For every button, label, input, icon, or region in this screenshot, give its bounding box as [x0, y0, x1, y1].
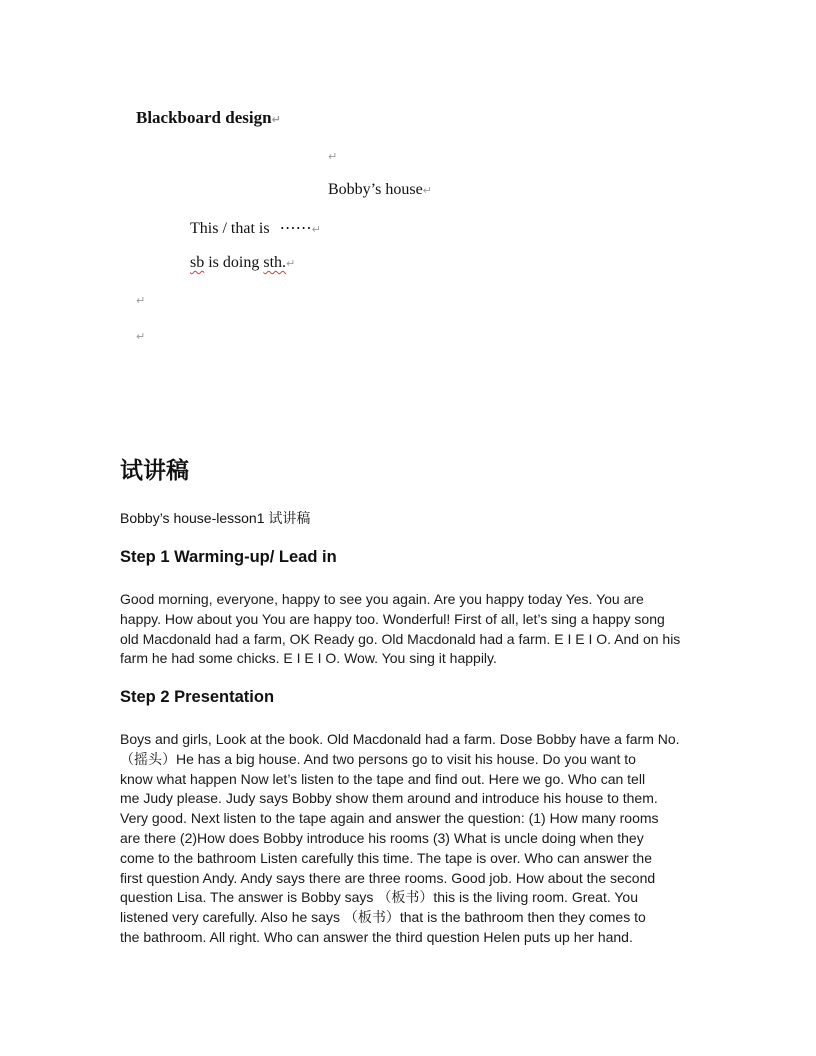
- paragraph-line: farm he had some chicks. E I E I O. Wow. You sing it happily.: [120, 650, 497, 667]
- return-mark-icon: ↵: [328, 150, 338, 163]
- script-subtitle: Bobby’s house-lesson1 试讲稿: [120, 510, 311, 526]
- paragraph-line: the bathroom. All right. Who can answer the third question Helen puts up her hand.: [120, 928, 633, 945]
- paragraph-line: Good morning, everyone, happy to see you again. Are you happy today Yes. You are: [120, 591, 644, 607]
- house-title-text: Bobby’s house: [328, 181, 423, 198]
- paragraph-line: （摇头）He has a big house. And two persons go to visit his house. Do you want to: [120, 750, 636, 767]
- this-that-text: This / that is: [190, 220, 270, 237]
- step1-paragraph: [120, 590, 702, 669]
- paragraph-line: happy. How about you You are happy too. Wonderful! First of all, let’s sing a happy song: [120, 610, 665, 627]
- return-mark-icon: ↵: [136, 330, 146, 343]
- return-mark-icon: ↵: [286, 257, 296, 270]
- blackboard-title-text: Blackboard design: [136, 108, 272, 127]
- sb-text: sb: [190, 254, 205, 271]
- return-mark-icon: ↵: [271, 113, 281, 126]
- blackboard-line-doing: [190, 254, 295, 272]
- paragraph-line: me Judy please. Judy says Bobby show them around and introduce his house to them.: [120, 790, 658, 807]
- blackboard-title: [136, 108, 281, 128]
- blackboard-house-title: [328, 181, 432, 199]
- paragraph-line: first question Andy. Andy says there are three rooms. Good job. How about the second: [120, 869, 656, 886]
- paragraph-line: are there (2)How does Bobby introduce his rooms (3) What is uncle doing when they: [120, 829, 644, 846]
- return-mark-icon: ↵: [311, 223, 321, 236]
- return-mark-icon: ↵: [136, 294, 146, 307]
- sth-text: sth.: [263, 254, 287, 271]
- blackboard-line-this-that: [190, 218, 321, 238]
- ellipsis-dots: ⋯⋯: [279, 220, 312, 237]
- paragraph-line: Boys and girls, Look at the book. Old Macdonald had a farm. Dose Bobby have a farm No.: [120, 731, 680, 747]
- paragraph-line: question Lisa. The answer is Bobby says （板书）this is the living room. Great. You: [120, 889, 638, 906]
- paragraph-line: listened very carefully. Also he says （板书）that is the bathroom then they comes to: [120, 909, 646, 926]
- script-heading: 试讲稿: [120, 457, 189, 483]
- step1-heading: Step 1 Warming-up/ Lead in: [120, 548, 337, 566]
- step2-paragraph: [120, 730, 702, 948]
- step2-heading: Step 2 Presentation: [120, 688, 275, 706]
- paragraph-line: old Macdonald had a farm, OK Ready go. Old Macdonald had a farm. E I E I O. And on his: [120, 630, 681, 647]
- is-doing-text: is doing: [208, 254, 260, 271]
- paragraph-line: come to the bathroom Listen carefully this time. The tape is over. Who can answer the: [120, 849, 653, 866]
- paragraph-line: know what happen Now let’s listen to the tape and find out. Here we go. Who can tell: [120, 770, 646, 787]
- paragraph-line: Very good. Next listen to the tape again and answer the question: (1) How many rooms: [120, 810, 659, 827]
- return-mark-icon: ↵: [422, 184, 432, 197]
